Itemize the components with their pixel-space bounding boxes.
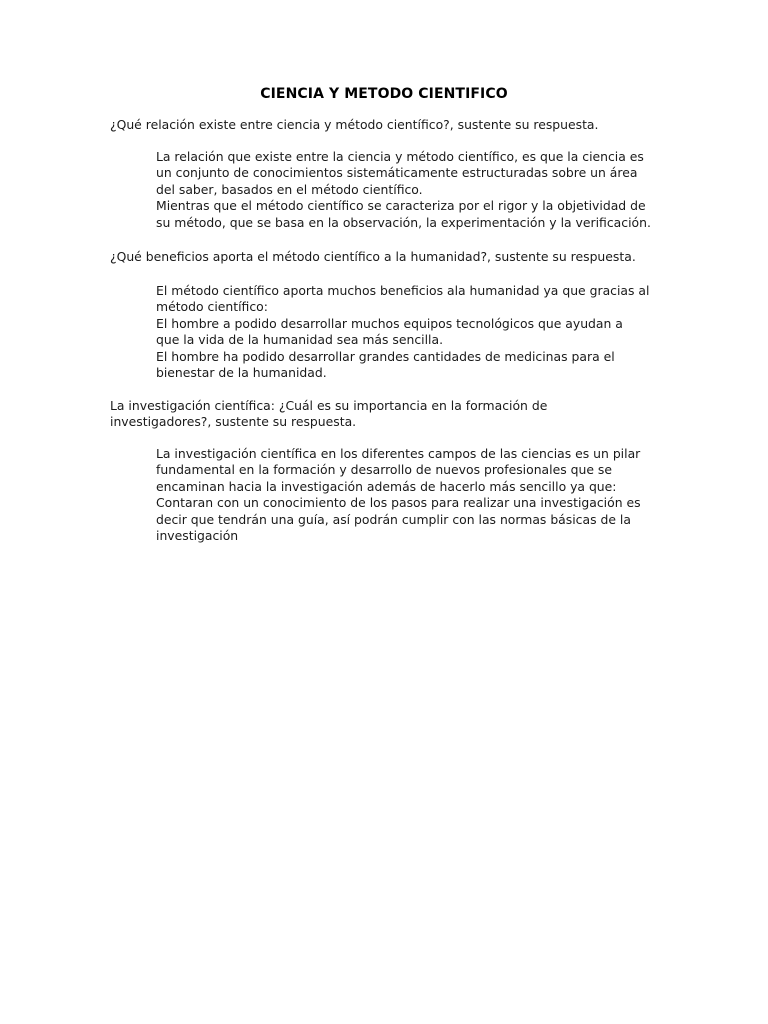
- answer-line: El método científico aporta muchos beneficios ala humanidad ya que gracias al: [156, 283, 650, 298]
- answer-line: La investigación científica en los diferentes campos de las ciencias es un pilar: [156, 446, 641, 461]
- answer-line: su método, que se basa en la observación, la experimentación y la verificación.: [156, 214, 651, 230]
- question-line: La investigación científica: ¿Cuál es su importancia en la formación de: [110, 398, 548, 413]
- answer-line: Mientras que el método científico se caracteriza por el rigor y la objetividad de: [156, 198, 646, 214]
- answer-line: método científico:: [156, 299, 268, 315]
- question-line: ¿Qué relación existe entre ciencia y método científico?, sustente su respuesta.: [110, 117, 599, 132]
- question-1: [110, 117, 670, 133]
- answer-3: [156, 446, 676, 544]
- answer-line: decir que tendrán una guía, así podrán cumplir con las normas básicas de la: [156, 511, 631, 527]
- answer-line: El hombre a podido desarrollar muchos equipos tecnológicos que ayudan a: [156, 315, 623, 331]
- answer-line: El hombre ha podido desarrollar grandes cantidades de medicinas para el: [156, 348, 615, 364]
- question-2: [110, 249, 670, 265]
- answer-line: bienestar de la humanidad.: [156, 365, 327, 381]
- answer-line: que la vida de la humanidad sea más sencilla.: [156, 332, 444, 348]
- answer-line: La relación que existe entre la ciencia y método científico, es que la ciencia es: [156, 149, 644, 164]
- answer-2: [156, 283, 676, 381]
- answer-line: fundamental en la formación y desarrollo de nuevos profesionales que se: [156, 462, 612, 478]
- question-line: investigadores?, sustente su respuesta.: [110, 414, 357, 430]
- answer-line: un conjunto de conocimientos sistemáticamente estructuradas sobre un área: [156, 165, 638, 181]
- answer-line: del saber, basados en el método científico.: [156, 181, 423, 197]
- answer-line: encaminan hacia la investigación además de hacerlo más sencillo ya que:: [156, 478, 617, 494]
- answer-1: [156, 149, 676, 231]
- document-title: CIENCIA Y METODO CIENTIFICO: [260, 86, 508, 102]
- question-3: [110, 398, 670, 431]
- answer-line: Contaran con un conocimiento de los pasos para realizar una investigación es: [156, 495, 641, 511]
- question-line: ¿Qué beneficios aporta el método científico a la humanidad?, sustente su respuesta.: [110, 249, 636, 264]
- answer-line: investigación: [156, 528, 239, 544]
